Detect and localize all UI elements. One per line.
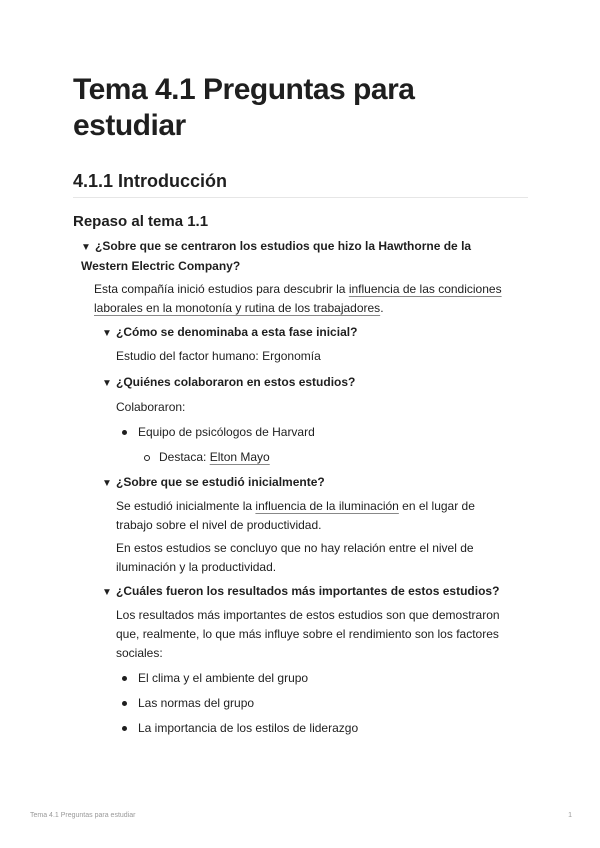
section-divider [73, 197, 528, 198]
answer-3-paragraph: Se estudió inicialmente la influencia de la iluminación en el lugar de trabajo sobre el nivel de productividad. [116, 499, 475, 532]
list-item: Las normas del grupo [138, 694, 518, 713]
underlined-link[interactable]: influencia de la iluminación [255, 499, 399, 513]
toggle-triangle-icon[interactable]: ▼ [102, 587, 112, 598]
footer-page-number: 1 [568, 812, 572, 819]
toggle-triangle-icon[interactable]: ▼ [102, 478, 112, 489]
footer-title: Tema 4.1 Preguntas para estudiar [30, 812, 136, 819]
section-heading: 4.1.1 Introducción [73, 171, 228, 191]
page-title: Tema 4.1 Preguntas para estudiar [73, 73, 415, 142]
toggle-triangle-icon[interactable]: ▼ [102, 378, 112, 389]
answer-2: Colaboraron: [116, 400, 186, 414]
toggle-triangle-icon[interactable]: ▼ [102, 328, 112, 339]
answer-3-paragraph: En estos estudios se concluyo que no hay relación entre el nivel de iluminación y la productividad. [116, 541, 474, 574]
toggle-question-2[interactable]: ▼ ¿Quiénes colaboraron en estos estudios? [102, 373, 522, 393]
list-subitem: Destaca: Elton Mayo [159, 448, 519, 467]
list-item: La importancia de los estilos de liderazgo [138, 719, 518, 738]
underlined-link[interactable]: influencia de las condiciones laborales en la monotonía y rutina de los trabajadores [94, 282, 502, 315]
answer-1: Estudio del factor humano: Ergonomía [116, 349, 321, 363]
toggle-question-3[interactable]: ▼ ¿Sobre que se estudió inicialmente? [102, 473, 522, 493]
toggle-triangle-icon[interactable]: ▼ [81, 242, 91, 253]
answer-main: Esta compañía inició estudios para descubrir la influencia de las condiciones laborales en la monotonía y rutina de los trabajadores. [94, 282, 502, 315]
list-item: Equipo de psicólogos de Harvard [138, 423, 518, 442]
underlined-link[interactable]: Elton Mayo [209, 450, 270, 464]
toggle-question-4[interactable]: ▼ ¿Cuáles fueron los resultados más importantes de estos estudios? [102, 582, 522, 602]
subsection-heading: Repaso al tema 1.1 [73, 213, 209, 230]
toggle-question-main[interactable]: ▼ ¿Sobre que se centraron los estudios que hizo la Hawthorne de la Western Electric Company? [81, 239, 472, 273]
answer-4: Los resultados más importantes de estos estudios son que demostraron que, realmente, lo que más influye sobre el rendimiento son los factores sociales: [116, 608, 500, 660]
list-item: El clima y el ambiente del grupo [138, 669, 518, 688]
toggle-question-1[interactable]: ▼ ¿Cómo se denominaba a esta fase inicial? [102, 323, 522, 343]
